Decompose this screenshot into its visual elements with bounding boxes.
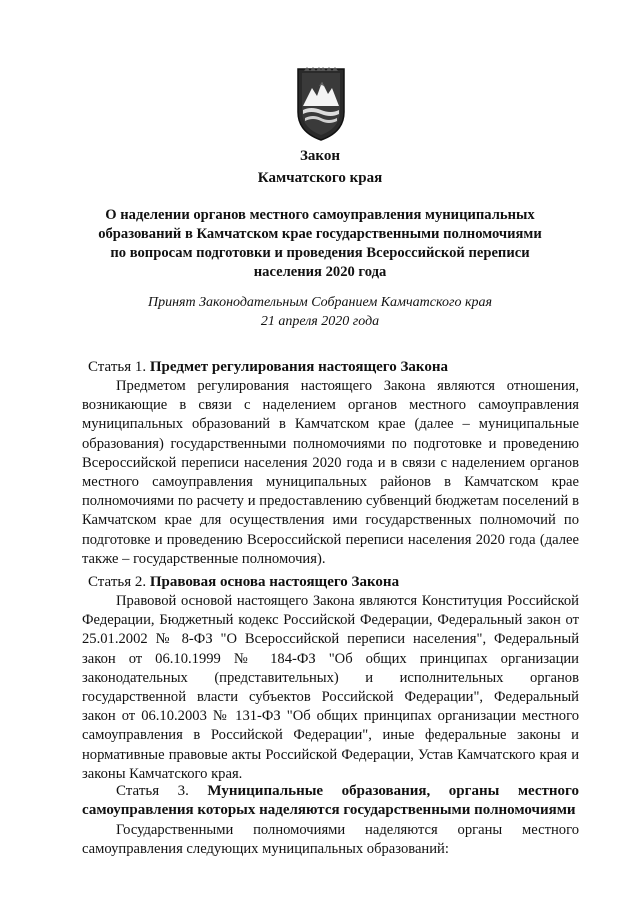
article-2-text: Правовой основой настоящего Закона являются Конституция Российской Федерации, Бюджетный кодекс Российской Федерации, Федеральный закон от 25.01.2002 № 8-ФЗ "О Всероссийской переписи населения", Федеральный закон от 06.10.1999 № 184-ФЗ "Об общих принципах организации законодательных (представительных) и исполнительных органов государственной власти субъектов Российской Федерации", Федеральный закон от 06.10.2003 № 131-ФЗ "Об общих принципах организации местного самоуправления в Российской Федерации", иные федеральные законы и нормативные правовые акты Российской Федерации, Устав Камчатского края и законы Камчатского края.: [82, 593, 579, 782]
article-3-heading: [82, 782, 579, 820]
article-number: Статья 2.: [88, 574, 147, 590]
article-title: Предмет регулирования настоящего Закона: [149, 359, 448, 375]
article-title: Муниципальные образования, органы местного самоуправления которых наделяются государственными полномочиями: [82, 783, 579, 819]
law-title: О наделении органов местного самоуправления муниципальных образований в Камчатском крае государственными полномочиями по вопросам подготовки и проведения Всероссийской переписи населения 2020 года: [98, 207, 542, 280]
article-1-text: Предметом регулирования настоящего Закона являются отношения, возникающие в связи с наделением органов местного самоуправления муниципальных образований в Камчатском крае (далее – муниципальные образования) государственными полномочиями по подготовке и проведению Всероссийской переписи населения 2020 года и в связи с наделением органов местного самоуправления муниципальных районов в Камчатском крае полномочиями по расчету и предоставлению субвенций бюджетам поселений в Камчатском крае для осуществления ими государственных полномочий по подготовке и проведению Всероссийской переписи населения 2020 года (далее также – государственные полномочия).: [82, 378, 579, 567]
article-1-heading: [88, 358, 578, 377]
article-title: Правовая основа настоящего Закона: [149, 574, 400, 590]
adoption-note: [60, 293, 580, 331]
kamchatka-coat-of-arms-icon: [295, 66, 347, 142]
article-2-heading: [88, 573, 578, 592]
adoption-body: Принят Законодательным Собранием Камчатского края: [147, 295, 493, 310]
law-region: Камчатского края: [257, 170, 383, 186]
law-heading: Закон: [299, 148, 340, 164]
article-3-text: Государственными полномочиями наделяются органы местного самоуправления следующих муниципальных образований:: [82, 822, 579, 858]
adoption-date: 21 апреля 2020 года: [260, 314, 380, 329]
article-number: Статья 3.: [116, 783, 189, 799]
article-number: Статья 1.: [88, 359, 147, 375]
